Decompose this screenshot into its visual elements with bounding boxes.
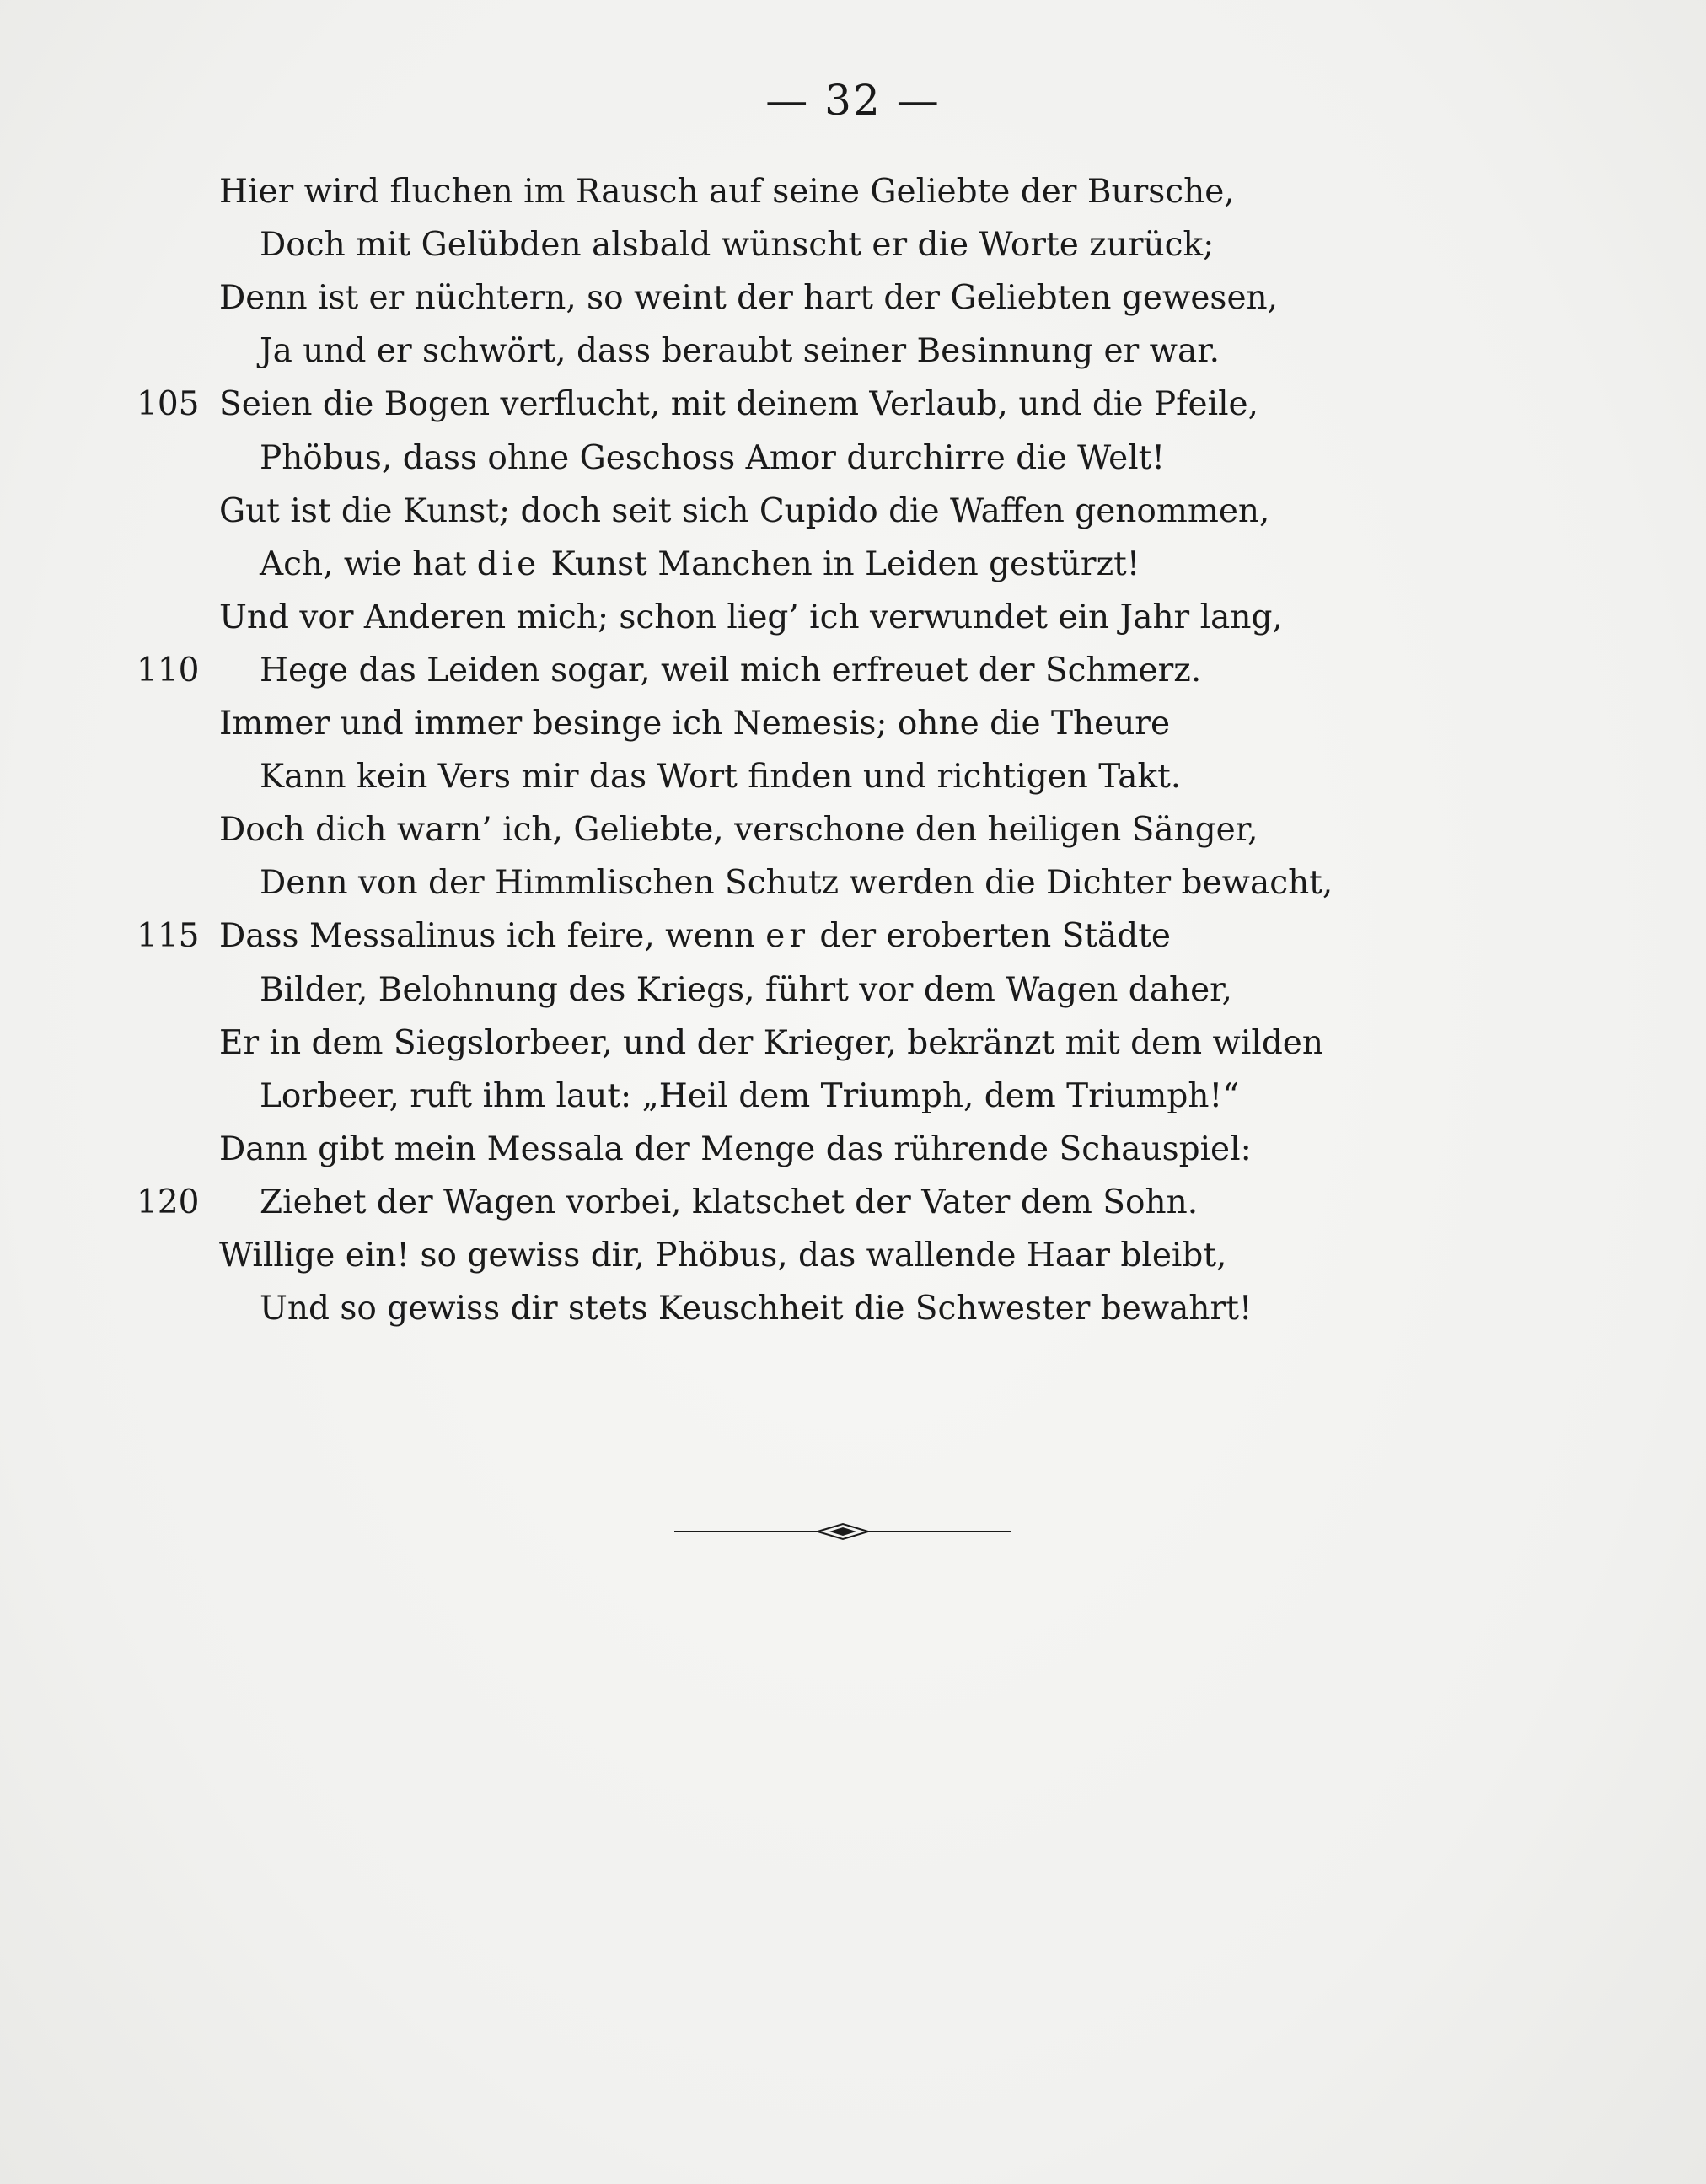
verse-fragment: Kunst Manchen in Leiden gestürzt! [540,545,1140,583]
verse-text: Hier wird fluchen im Rausch auf seine Geliebte der Bursche, [219,173,1235,211]
verse-text [219,911,1171,962]
verse-text: Dann gibt mein Messala der Menge das rührende Schauspiel: [219,1130,1252,1168]
ornament-divider-icon [674,1521,1011,1542]
verse-text: Doch mit Gelübden alsbald wünscht er die Worte zurück; [260,226,1215,265]
verse-text: Ja und er schwört, dass beraubt seiner Besinnung er war. [260,332,1220,371]
line-number: 105 [137,385,200,424]
verse-text: Denn ist er nüchtern, so weint der hart der Geliebten gewesen, [219,279,1279,318]
verse-text [260,539,1140,590]
verse-text: Hege das Leiden sogar, weil mich erfreuet der Schmerz. [260,651,1202,690]
verse-text: Immer und immer besinge ich Nemesis; ohne die Theure [219,705,1171,743]
verse-text: Willige ein! so gewiss dir, Phöbus, das wallende Haar bleibt, [219,1237,1227,1274]
emphasis-spaced-word: er [765,917,809,956]
verse-text: Und so gewiss dir stets Keuschheit die Schwester bewahrt! [260,1290,1253,1328]
verse-fragment: Dass Messalinus ich feire, wenn [219,917,766,956]
verse-text: Bilder, Belohnung des Kriegs, führt vor dem Wagen daher, [260,970,1232,1009]
verse-fragment: der eroberten Städte [809,917,1171,956]
line-number: 115 [137,917,200,956]
verse-fragment: Ach, wie hat [260,545,477,583]
emphasis-spaced-word: die [476,545,541,583]
verse-text: Und vor Anderen mich; schon lieg’ ich verwundet ein Jahr lang, [219,598,1283,636]
verse-text: Doch dich warn’ ich, Geliebte, verschone den heiligen Sänger, [219,811,1258,850]
verse-text: Denn von der Himmlischen Schutz werden die Dichter bewacht, [260,864,1333,903]
line-number: 120 [137,1183,200,1221]
verse-text: Phöbus, dass ohne Geschoss Amor durchirre die Welt! [260,438,1165,477]
verse-text: Seien die Bogen verflucht, mit deinem Verlaub, und die Pfeile, [219,385,1259,424]
line-number: 110 [137,651,200,690]
page-number: — 32 — [765,76,941,125]
verse-text: Kann kein Vers mir das Wort finden und richtigen Takt. [260,758,1182,797]
verse-text: Ziehet der Wagen vorbei, klatschet der Vater dem Sohn. [260,1183,1199,1221]
verse-text: Er in dem Siegslorbeer, und der Krieger, bekränzt mit dem wilden [219,1023,1324,1062]
verse-text: Lorbeer, ruft ihm laut: „Heil dem Triumph, dem Triumph!“ [260,1076,1240,1115]
verse-text: Gut ist die Kunst; doch seit sich Cupido die Waffen genommen, [219,491,1270,530]
